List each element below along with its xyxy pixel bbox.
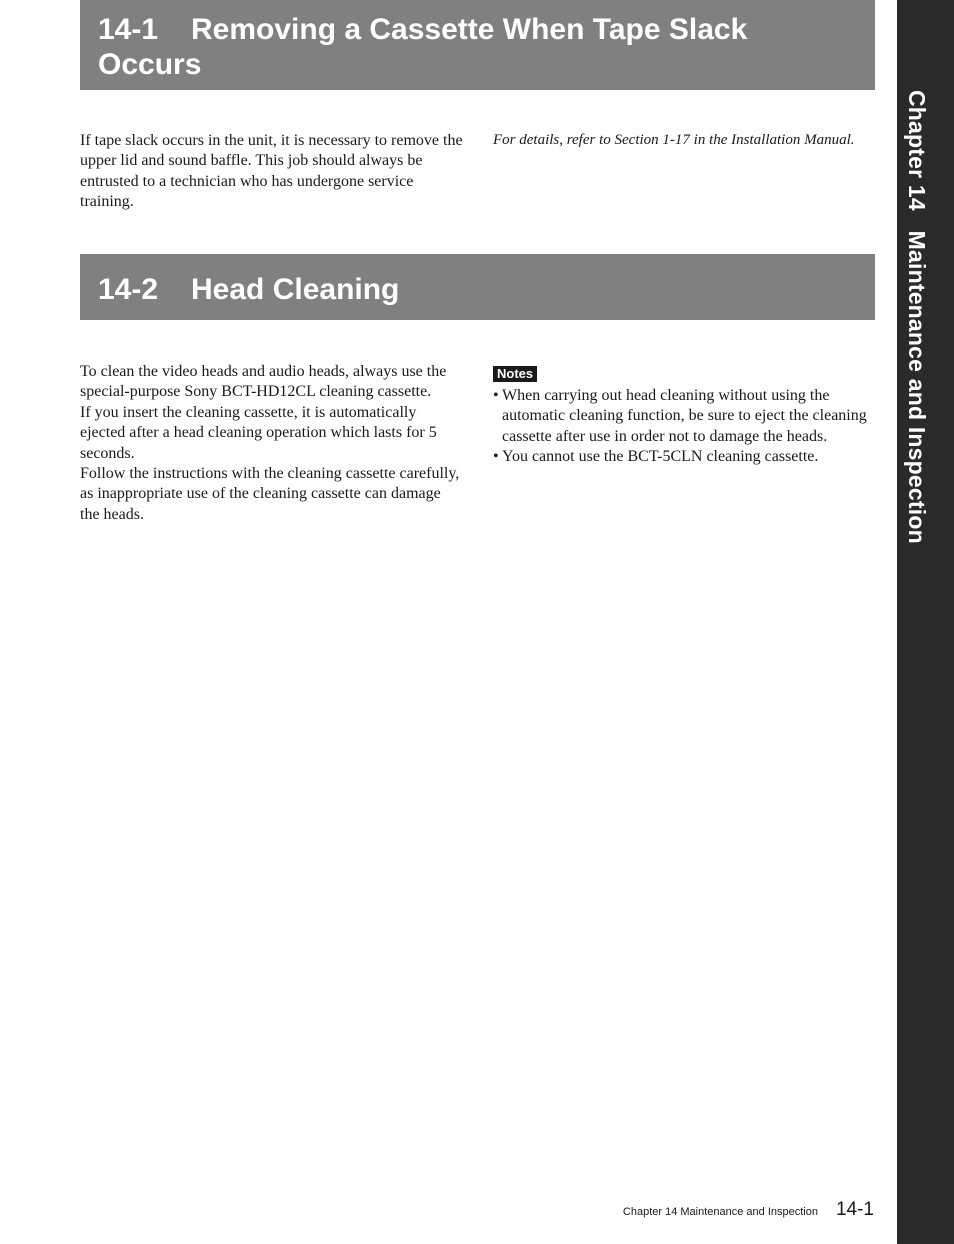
section-title: Head Cleaning [191,273,400,306]
page-number: 14-1 [835,1199,874,1220]
note-text: When carrying out head cleaning without using the automatic cleaning function, be sure to eject the cleaning cassette after use in order not to damage the heads. [502,387,867,445]
reference-note: For details, refer to Section 1-17 in the Installation Manual. [493,132,855,148]
paragraph: To clean the video heads and audio heads, always use the special-purpose Sony BCT-HD12CL cleaning cassette. [80,363,447,401]
note-item [493,386,879,447]
footer-chapter-text: Chapter 14 Maintenance and Inspection [622,1206,818,1218]
note-item [493,447,879,467]
chapter-side-tab [897,0,954,1244]
section-14-2-body [80,362,460,525]
bullet-icon: • [493,387,499,404]
section-14-1-body [80,131,466,213]
notes-label: Notes [493,366,537,382]
bullet-icon: • [493,448,499,466]
section-14-1-reference [493,130,883,150]
paragraph: Follow the instructions with the cleaning cassette carefully, as inappropriate use of the cleaning cassette can damage the heads. [80,465,460,523]
section-number: 14-1 [98,13,159,46]
section-title: Removing a Cassette When Tape Slack Occurs [98,13,748,81]
section-number: 14-2 [98,273,159,306]
section-heading-14-2 [80,254,875,320]
page-footer [623,1199,874,1221]
chapter-tab-label: Chapter 14 Maintenance and Inspection [904,90,930,544]
notes-box [493,364,879,468]
notes-list [493,386,879,468]
note-text: You cannot use the BCT-5CLN cleaning cassette. [502,448,819,466]
paragraph: If tape slack occurs in the unit, it is necessary to remove the upper lid and sound baffle. This job should always be entrusted to a technician who has undergone service training. [80,132,463,211]
paragraph: If you insert the cleaning cassette, it is automatically ejected after a head cleaning operation which lasts for 5 seconds. [80,403,437,462]
section-heading-14-1 [80,0,875,90]
